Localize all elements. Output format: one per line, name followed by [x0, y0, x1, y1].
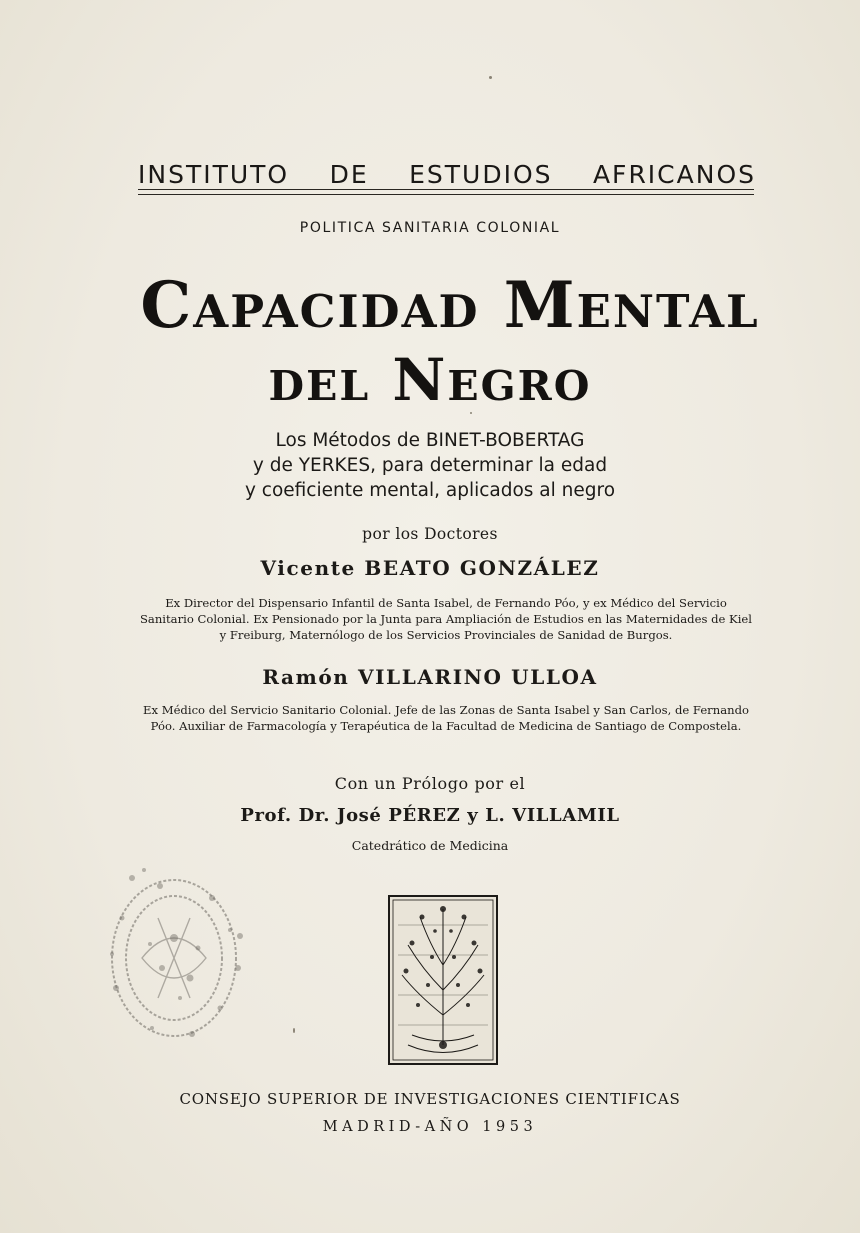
main-title-line-1: Capacidad Mental — [140, 268, 760, 343]
paper-speck — [293, 1028, 295, 1033]
subtitle — [0, 428, 860, 503]
subtitle-line-2: y de YERKES, para determinar la edad — [252, 455, 608, 476]
authors-intro: por los Doctores — [362, 525, 498, 543]
heading-rule-top — [138, 189, 754, 190]
publisher-place-year: MADRID-AÑO 1953 — [322, 1119, 538, 1135]
institute-heading: INSTITUTO DE ESTUDIOS AFRICANOS — [138, 160, 756, 189]
prologue-author-role: Catedrático de Medicina — [351, 838, 509, 853]
heading-rule-bottom — [138, 194, 754, 195]
publisher-name: CONSEJO SUPERIOR DE INVESTIGACIONES CIENTIFICAS — [179, 1090, 681, 1108]
prologue-author: Prof. Dr. José PÉREZ y L. VILLAMIL — [240, 805, 620, 826]
subtitle-line-1: Los Métodos de BINET-BOBERTAG — [275, 430, 585, 451]
author-bio-2: Ex Médico del Servicio Sanitario Colonial. Jefe de las Zonas de Santa Isabel y San Carlos, de Fernando Póo. Auxiliar de Farmacología y Terapéutica de la Facultad de Medicina de Santiago de Compostela. — [143, 703, 749, 733]
subtitle-line-3: y coeficiente mental, aplicados al negro — [244, 480, 616, 501]
series-title: POLITICA SANITARIA COLONIAL — [299, 220, 561, 236]
author-name-1: Vicente BEATO GONZÁLEZ — [260, 556, 600, 580]
library-stamp-icon — [102, 858, 250, 1048]
author-name-2: Ramón VILLARINO ULLOA — [262, 665, 598, 689]
prologue-intro: Con un Prólogo por el — [334, 774, 526, 793]
paper-speck — [489, 76, 492, 79]
csic-tree-emblem-icon — [388, 895, 498, 1065]
author-bio-1: Ex Director del Dispensario Infantil de Santa Isabel, de Fernando Póo, y ex Médico del Servicio Sanitario Colonial. Ex Pensionado por la Junta para Ampliación de Estudios en las Maternidades de Kiel y Freiburg, Maternólogo de los Servicios Provinciales de Sanidad de Burgos. — [139, 596, 752, 642]
main-title-line-2: del Negro — [268, 346, 592, 414]
